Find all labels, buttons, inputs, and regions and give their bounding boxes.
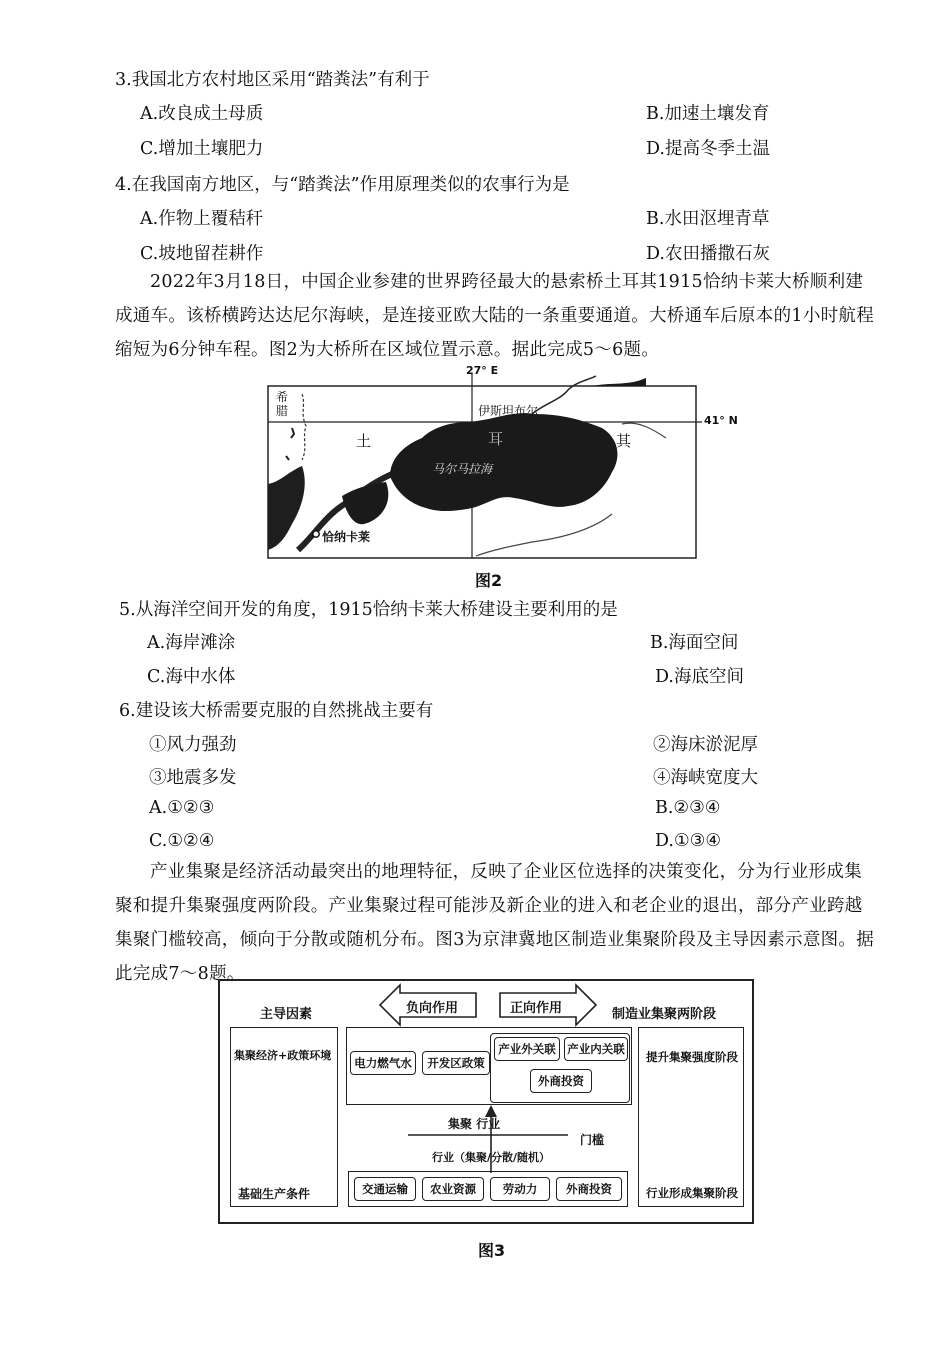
right-title: 制造业集聚两阶段 <box>612 1007 717 1022</box>
right-upper-label: 提升集聚强度阶段 <box>646 1050 738 1064</box>
q5-option-c[interactable]: C.海中水体 <box>147 667 236 687</box>
passage-bridge: 2022年3月18日，中国企业参建的世界跨径最大的悬索桥土耳其1915恰纳卡莱大桥顺利建成通车。该桥横跨达达尼尔海峡，是连接亚欧大陆的一条重要通道。大桥通车后原本的1小时航程缩短为6分钟车程。图2为大桥所在区域位置示意。据此完成5～6题。 <box>115 272 875 360</box>
positive-arrow-label: 正向作用 <box>510 1001 563 1016</box>
canakkale-point <box>313 531 319 537</box>
factor-box-power: 电力燃气水 <box>350 1051 416 1075</box>
black-sea-corner <box>592 378 646 386</box>
q3-stem: 3.我国北方农村地区采用“踏粪法”有利于 <box>115 70 430 90</box>
threshold-label: 门槛 <box>580 1133 605 1147</box>
lat-label: 41° N <box>704 414 738 427</box>
negative-arrow-label: 负向作用 <box>406 1001 459 1016</box>
q5-option-b[interactable]: B.海面空间 <box>650 633 739 653</box>
figure-3-diagram <box>218 979 754 1224</box>
istanbul-label: 伊斯坦布尔 <box>478 404 539 418</box>
q3-option-a[interactable]: A.改良成土母质 <box>140 104 264 124</box>
figure-2-map <box>262 364 738 564</box>
canakkale-label: 恰纳卡莱 <box>322 530 371 544</box>
q6-item-2: ②海床淤泥厚 <box>653 735 758 755</box>
q6-item-3: ③地震多发 <box>149 768 237 788</box>
left-lower-label: 基础生产条件 <box>238 1187 311 1201</box>
factor-box-agri: 农业资源 <box>422 1177 484 1201</box>
q3-option-c[interactable]: C.增加土壤肥力 <box>140 139 264 159</box>
q5-option-d[interactable]: D.海底空间 <box>655 667 744 687</box>
q4-stem: 4.在我国南方地区，与“踏粪法”作用原理类似的农事行为是 <box>115 175 570 195</box>
factor-box-ext-link: 产业外关联 <box>494 1037 560 1061</box>
factor-box-labor: 劳动力 <box>490 1177 550 1201</box>
turkey-label-tu: 土 <box>356 432 372 450</box>
q6-option-a[interactable]: A.①②③ <box>149 798 215 818</box>
q6-option-b[interactable]: B.②③④ <box>655 798 721 818</box>
center-label: 集聚 行业 <box>448 1117 501 1131</box>
industry-line-label: 行业（集聚/分散/随机） <box>432 1151 551 1164</box>
q6-item-4: ④海峡宽度大 <box>653 768 758 788</box>
factor-box-fdi-upper: 外商投资 <box>530 1069 592 1093</box>
greece-label: 希腊 <box>276 390 289 418</box>
passage-industry: 产业集聚是经济活动最突出的地理特征，反映了企业区位选择的决策变化，分为行业形成集聚和提升集聚强度两阶段。产业集聚过程可能涉及新企业的进入和老企业的退出，部分产业跨越集聚门槛较高，倾向于分散或随机分布。图3为京津冀地区制造业集聚阶段及主导因素示意图。据此完成7～8题。 <box>115 862 875 984</box>
right-lower-label: 行业形成集聚阶段 <box>646 1186 738 1200</box>
factor-box-fdi-lower: 外商投资 <box>556 1177 622 1201</box>
q6-stem: 6.建设该大桥需要克服的自然挑战主要有 <box>119 701 434 721</box>
q5-stem: 5.从海洋空间开发的角度，1915恰纳卡莱大桥建设主要利用的是 <box>119 600 618 620</box>
q6-item-1: ①风力强劲 <box>149 735 237 755</box>
left-upper-label: 集聚经济+政策环境 <box>234 1049 332 1062</box>
left-title: 主导因素 <box>260 1007 313 1022</box>
factor-box-int-link: 产业内关联 <box>564 1037 628 1061</box>
q6-option-c[interactable]: C.①②④ <box>149 831 215 851</box>
lon-label: 27° E <box>466 364 499 377</box>
q3-option-b[interactable]: B.加速土壤发育 <box>646 104 770 124</box>
q4-option-d[interactable]: D.农田播撒石灰 <box>646 244 770 264</box>
factor-box-devzone: 开发区政策 <box>422 1051 490 1075</box>
marmara-label: 马尔马拉海 <box>432 462 493 476</box>
figure-3-caption: 图3 <box>478 1241 506 1260</box>
q5-option-a[interactable]: A.海岸滩涂 <box>147 633 236 653</box>
figure-2-caption: 图2 <box>475 571 503 590</box>
q3-option-d[interactable]: D.提高冬季土温 <box>646 139 770 159</box>
q6-option-d[interactable]: D.①③④ <box>655 831 722 851</box>
q4-option-a[interactable]: A.作物上覆秸秆 <box>140 209 264 229</box>
q4-option-c[interactable]: C.坡地留茬耕作 <box>140 244 264 264</box>
q4-option-b[interactable]: B.水田沤埋青草 <box>646 209 770 229</box>
factor-box-transport: 交通运输 <box>354 1177 416 1201</box>
turkey-label-qi: 其 <box>616 432 632 450</box>
turkey-label-er: 耳 <box>488 430 504 448</box>
